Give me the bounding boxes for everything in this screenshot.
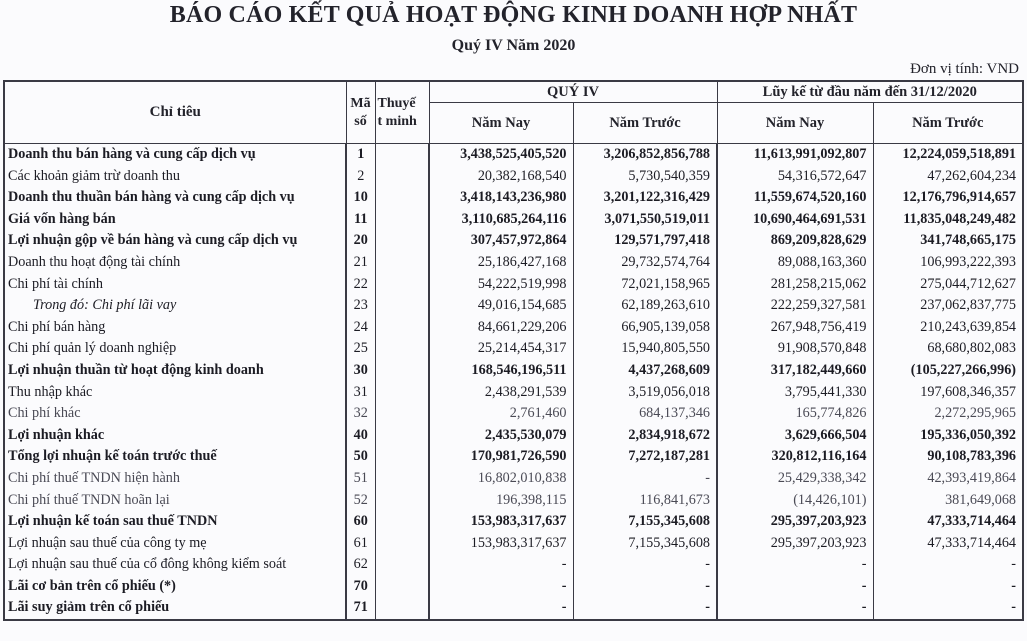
quarter-this-year-value: 153,983,317,637 [429,511,573,533]
quarter-last-year-value: 62,189,263,610 [573,295,717,317]
row-code: 60 [346,511,375,533]
row-code: 61 [346,533,375,555]
cumulative-last-year-value: (105,227,266,996) [910,361,1017,378]
table-row [4,576,1023,598]
row-label: Các khoản giảm trừ doanh thu [4,166,346,188]
header-ma-so-line1: Mã [350,95,371,111]
row-code: 21 [346,252,375,274]
row-code: 40 [346,425,375,447]
table-row [4,597,1023,620]
row-note [375,468,429,490]
row-code: 50 [346,446,375,468]
row-label: Chi phí bán hàng [4,317,346,339]
header-thuyet-minh-line1: Thuyế [377,95,416,111]
quarter-last-year-value: 7,155,345,608 [573,533,717,555]
row-code: 10 [346,187,375,209]
cumulative-last-year-value: - [1011,556,1017,573]
row-code: 52 [346,490,375,512]
row-code: 51 [346,468,375,490]
row-label: Lợi nhuận sau thuế của công ty mẹ [4,533,346,555]
cumulative-this-year-value: 11,559,674,520,160 [717,187,873,209]
cumulative-this-year-value: - [717,576,873,598]
header-thuyet-minh-line2: t minh [377,113,417,129]
quarter-this-year-value: 49,016,154,685 [429,295,573,317]
quarter-last-year-value: 29,732,574,764 [573,252,717,274]
row-code: 24 [346,317,375,339]
row-code: 25 [346,338,375,360]
quarter-this-year-value: 16,802,010,838 [429,468,573,490]
row-label: Chi phí thuế TNDN hoãn lại [4,490,346,512]
quarter-last-year-value: 5,730,540,359 [573,166,717,188]
cumulative-this-year-value: 295,397,203,923 [717,511,873,533]
currency-unit: Đơn vị tính: VND [910,61,1019,77]
quarter-last-year-value: 116,841,673 [573,490,717,512]
cumulative-this-year-value: 281,258,215,062 [717,274,873,296]
quarter-this-year-value: 307,457,972,864 [429,230,573,252]
table-row [4,144,1023,166]
table-row [4,533,1023,555]
cumulative-last-year-value: - [1011,577,1017,594]
cumulative-last-year-value: 381,649,068 [945,491,1017,508]
quarter-this-year-value: 2,438,291,539 [429,382,573,404]
quarter-last-year-value: - [573,554,717,576]
row-code: 11 [346,209,375,231]
row-note [375,425,429,447]
cumulative-last-year-value: 195,336,050,392 [920,426,1017,443]
row-note [375,295,429,317]
table-row [4,360,1023,382]
quarter-last-year-value: - [573,468,717,490]
quarter-last-year-value: - [573,576,717,598]
cumulative-last-year-value: 12,224,059,518,891 [902,146,1017,162]
row-note [375,597,429,620]
cumulative-this-year-value: 11,613,991,092,807 [717,144,873,166]
quarter-last-year-value: 684,137,346 [573,403,717,425]
cumulative-last-year-value: 42,393,419,864 [927,469,1017,486]
table-row [4,446,1023,468]
table-row [4,338,1023,360]
row-label: Chi phí tài chính [4,274,346,296]
quarter-last-year-value: 2,834,918,672 [573,425,717,447]
table-row [4,425,1023,447]
cumulative-this-year-value: 295,397,203,923 [717,533,873,555]
quarter-last-year-value: 72,021,158,965 [573,274,717,296]
cumulative-this-year-value: 91,908,570,848 [717,338,873,360]
row-label: Tổng lợi nhuận kế toán trước thuế [4,446,346,468]
header-thuyet-minh [375,81,429,144]
table-row [4,403,1023,425]
row-label: Lợi nhuận khác [4,425,346,447]
quarter-this-year-value: 3,110,685,264,116 [429,209,573,231]
row-note [375,446,429,468]
quarter-this-year-value: 153,983,317,637 [429,533,573,555]
row-note [375,490,429,512]
quarter-this-year-value: 3,418,143,236,980 [429,187,573,209]
row-label: Lợi nhuận gộp về bán hàng và cung cấp dịch vụ [4,230,346,252]
cumulative-this-year-value: 54,316,572,647 [717,166,873,188]
row-note [375,360,429,382]
header-quarter-group: QUÝ IV [429,81,717,103]
row-note [375,338,429,360]
row-label: Thu nhập khác [4,382,346,404]
row-note [375,554,429,576]
row-code: 32 [346,403,375,425]
quarter-last-year-value: 3,206,852,856,788 [573,144,717,166]
row-note [375,209,429,231]
table-row [4,274,1023,296]
header-cumulative-this-year: Năm Nay [717,103,873,144]
row-note [375,252,429,274]
quarter-this-year-value: - [429,597,573,620]
header-cumulative-group: Lũy kế từ đầu năm đến 31/12/2020 [717,81,1023,103]
header-ma-so [346,81,375,144]
row-note [375,533,429,555]
row-note [375,403,429,425]
header-quarter-this-year: Năm Nay [429,103,573,144]
cumulative-this-year-value: 3,795,441,330 [717,382,873,404]
row-note [375,230,429,252]
cumulative-this-year-value: 869,209,828,629 [717,230,873,252]
quarter-this-year-value: 196,398,115 [429,490,573,512]
row-code: 30 [346,360,375,382]
table-row [4,317,1023,339]
quarter-this-year-value: - [429,554,573,576]
row-label: Lợi nhuận kế toán sau thuế TNDN [4,511,346,533]
cumulative-this-year-value: - [717,597,873,620]
cumulative-this-year-value: 267,948,756,419 [717,317,873,339]
quarter-this-year-value: 2,435,530,079 [429,425,573,447]
table-row [4,295,1023,317]
cumulative-this-year-value: 320,812,116,164 [717,446,873,468]
header-cumulative-last-year: Năm Trước [873,103,1023,144]
cumulative-this-year-value: 317,182,449,660 [717,360,873,382]
quarter-last-year-value: 15,940,805,550 [573,338,717,360]
cumulative-this-year-value: 10,690,464,691,531 [717,209,873,231]
row-label: Trong đó: Chi phí lãi vay [4,295,346,317]
cumulative-last-year-value: 47,262,604,234 [927,167,1017,184]
row-label: Lợi nhuận thuần từ hoạt động kinh doanh [4,360,346,382]
cumulative-last-year-value: 237,062,837,775 [920,297,1017,314]
header-quarter-last-year: Năm Trước [573,103,717,144]
row-code: 20 [346,230,375,252]
quarter-this-year-value: 168,546,196,511 [429,360,573,382]
cumulative-last-year-value: 90,108,783,396 [927,448,1017,465]
cumulative-last-year-value: 210,243,639,854 [920,318,1017,335]
row-note [375,576,429,598]
quarter-last-year-value: 4,437,268,609 [573,360,717,382]
row-label: Lãi suy giảm trên cổ phiếu [4,597,346,620]
table-body [4,144,1023,621]
row-label: Chi phí quản lý doanh nghiệp [4,338,346,360]
quarter-last-year-value: 3,201,122,316,429 [573,187,717,209]
row-code: 70 [346,576,375,598]
table-row [4,209,1023,231]
quarter-last-year-value: 3,071,550,519,011 [573,209,717,231]
table-row [4,382,1023,404]
cumulative-this-year-value: 165,774,826 [717,403,873,425]
row-note [375,187,429,209]
cumulative-last-year-value: 341,748,665,175 [920,232,1017,249]
table-row [4,554,1023,576]
row-label: Lãi cơ bản trên cổ phiếu (*) [4,576,346,598]
table-row [4,166,1023,188]
row-label: Chi phí khác [4,403,346,425]
quarter-this-year-value: 84,661,229,206 [429,317,573,339]
row-code: 31 [346,382,375,404]
row-note [375,274,429,296]
cumulative-last-year-value: 12,176,796,914,657 [902,189,1017,206]
quarter-this-year-value: - [429,576,573,598]
report-period: Quý IV Năm 2020 [451,37,576,54]
cumulative-this-year-value: 222,259,327,581 [717,295,873,317]
row-note [375,382,429,404]
cumulative-last-year-value: 106,993,222,393 [920,253,1017,270]
row-note [375,144,429,166]
quarter-this-year-value: 170,981,726,590 [429,446,573,468]
quarter-last-year-value: 3,519,056,018 [573,382,717,404]
cumulative-last-year-value: 47,333,714,464 [927,534,1017,551]
cumulative-last-year-value: 275,044,712,627 [920,275,1017,292]
row-label: Giá vốn hàng bán [4,209,346,231]
quarter-this-year-value: 25,214,454,317 [429,338,573,360]
table-row [4,252,1023,274]
table-row [4,511,1023,533]
quarter-this-year-value: 20,382,168,540 [429,166,573,188]
cumulative-last-year-value: - [1011,599,1017,616]
quarter-last-year-value: - [573,597,717,620]
quarter-last-year-value: 129,571,797,418 [573,230,717,252]
row-label: Lợi nhuận sau thuế của cổ đông không kiểm soát [4,554,346,576]
quarter-this-year-value: 3,438,525,405,520 [429,144,573,166]
income-statement-table [3,80,1024,621]
row-code: 22 [346,274,375,296]
quarter-this-year-value: 54,222,519,998 [429,274,573,296]
header-chi-tieu: Chỉ tiêu [4,81,346,144]
row-label: Doanh thu hoạt động tài chính [4,252,346,274]
cumulative-this-year-value: 89,088,163,360 [717,252,873,274]
row-code: 2 [346,166,375,188]
quarter-last-year-value: 66,905,139,058 [573,317,717,339]
row-note [375,166,429,188]
table-row [4,490,1023,512]
table-row [4,468,1023,490]
row-code: 1 [346,144,375,166]
row-label: Doanh thu bán hàng và cung cấp dịch vụ [4,144,346,166]
row-note [375,317,429,339]
quarter-last-year-value: 7,155,345,608 [573,511,717,533]
cumulative-last-year-value: 11,835,048,249,482 [903,210,1017,227]
row-code: 62 [346,554,375,576]
row-code: 71 [346,597,375,620]
cumulative-this-year-value: 25,429,338,342 [717,468,873,490]
cumulative-this-year-value: (14,426,101) [717,490,873,512]
header-ma-so-line2: số [354,113,367,129]
cumulative-this-year-value: 3,629,666,504 [717,425,873,447]
row-code: 23 [346,295,375,317]
cumulative-last-year-value: 68,680,802,083 [927,340,1017,357]
quarter-this-year-value: 25,186,427,168 [429,252,573,274]
cumulative-this-year-value: - [717,554,873,576]
table-row [4,230,1023,252]
cumulative-last-year-value: 47,333,714,464 [927,513,1017,530]
table-row [4,187,1023,209]
report-title: BÁO CÁO KẾT QUẢ HOẠT ĐỘNG KINH DOANH HỢP NHẤT [169,2,858,28]
quarter-last-year-value: 7,272,187,281 [573,446,717,468]
quarter-this-year-value: 2,761,460 [429,403,573,425]
row-label: Chi phí thuế TNDN hiện hành [4,468,346,490]
cumulative-last-year-value: 197,608,346,357 [920,383,1017,400]
row-label: Doanh thu thuần bán hàng và cung cấp dịch vụ [4,187,346,209]
cumulative-last-year-value: 2,272,295,965 [934,405,1017,422]
row-note [375,511,429,533]
